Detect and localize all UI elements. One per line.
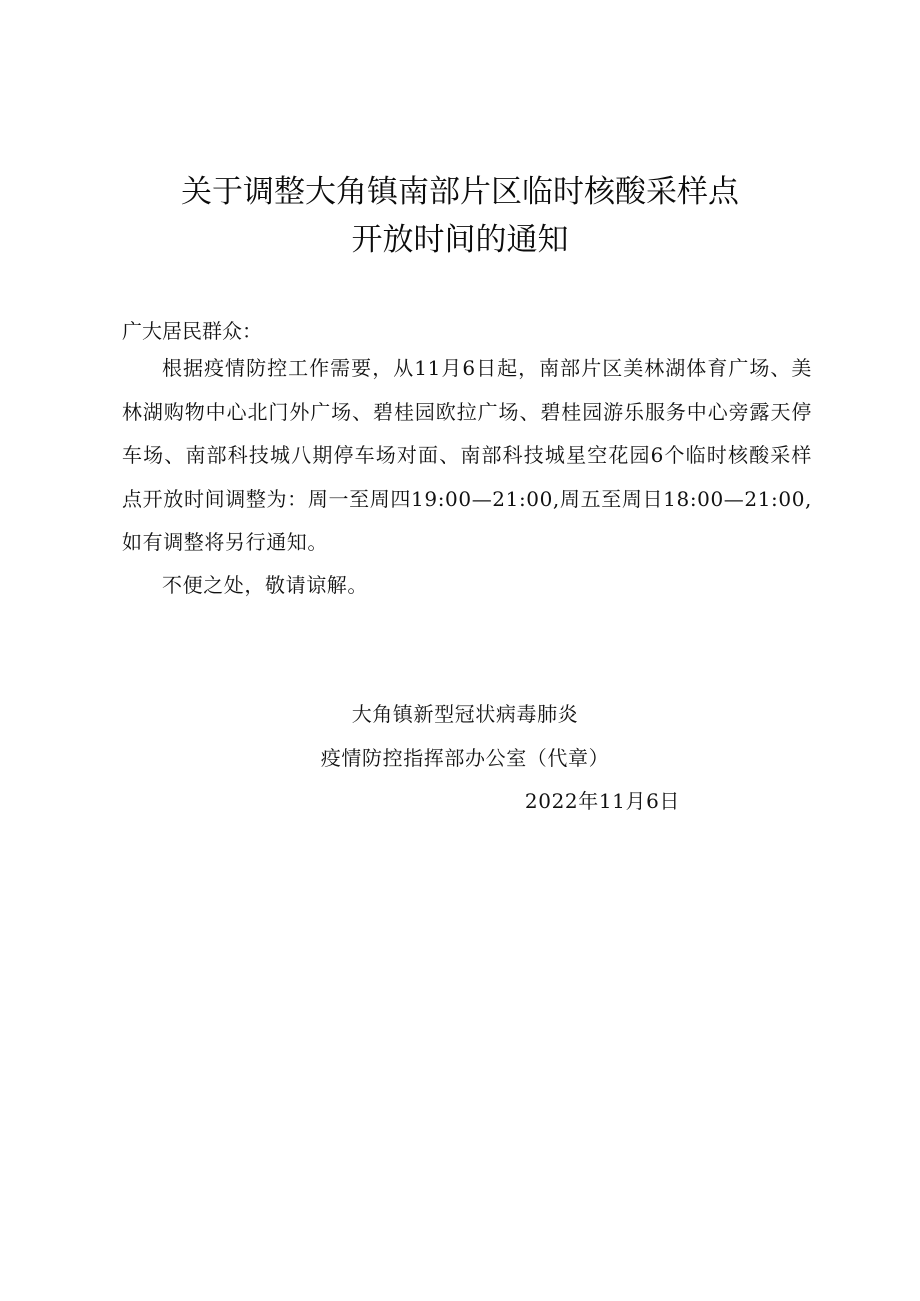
signature-line-2: 疫情防控指挥部办公室（代章） [320, 746, 610, 770]
signature-line-1: 大角镇新型冠状病毒肺炎 [351, 702, 579, 726]
notice-body: 根据疫情防控工作需要，从11月6日起，南部片区美林湖体育广场、美林湖购物中心北门外广场、碧桂园欧拉广场、碧桂园游乐服务中心旁露天停车场、南部科技城八期停车场对面、南部科技城星空花园6个临时核酸采样点开放时间调整为：周一至周四19:00—21:00,周五至周日18:00—21:00,如有调整将另行通知。 [122, 356, 812, 554]
notice-title-line-2: 开放时间的通知 [351, 222, 569, 258]
notice-title [0, 168, 920, 264]
salutation: 广大居民群众： [122, 319, 262, 343]
signature-block [280, 692, 650, 780]
closing-remark: 不便之处，敬请谅解。 [162, 573, 368, 597]
notice-date: 2022年11月6日 [524, 789, 680, 813]
notice-title-line-1: 关于调整大角镇南部片区临时核酸采样点 [181, 174, 739, 210]
